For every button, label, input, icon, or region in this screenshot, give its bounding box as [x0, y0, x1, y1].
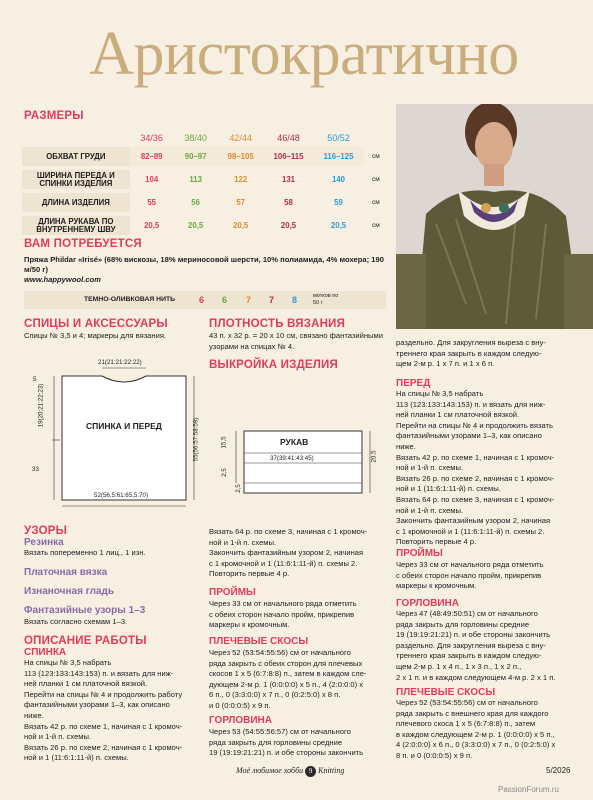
dim-right: 55(56:57:58:59)	[192, 417, 200, 462]
size-value: 20,5	[280, 221, 297, 230]
body-schema	[24, 358, 208, 513]
neck-text: Через 53 (54:55:56:57) см от начального ряда закрыть для горловины средние 19 (19:19:21:21) п. и обе стороны закончить	[209, 727, 364, 758]
size-value: 20,5	[144, 221, 160, 230]
skein-unit: мотков по 50 г	[313, 293, 339, 306]
gauge-heading: ПЛОТНОСТЬ ВЯЗАНИЯ	[209, 318, 346, 330]
sleeve-dim-left-small: 2,5	[234, 484, 242, 493]
size-value: 90–97	[174, 147, 218, 166]
row-label: ДЛИНА РУКАВА ПО ВНУТРЕННЕМУ ШВУ	[22, 216, 130, 235]
dim-left-bottom: 33	[32, 466, 39, 473]
page-title: Аристократично	[89, 20, 519, 88]
col3-top-text: раздельно. Для закругления выреза с вну- треннего края закрыть в каждом следую- щем 2-м р. 1 х 7 п. и 1 х 6 п.	[396, 338, 546, 369]
model-photo	[396, 104, 593, 329]
size-value: 104	[145, 175, 159, 184]
sleeve-dim-bottom: 37(39:41:43:45)	[270, 455, 314, 462]
size-col: 34/36	[140, 132, 163, 143]
garter-title: Платочная вязка	[24, 567, 108, 578]
gauge-text: 43 п. х 32 р. = 20 х 10 см, связано фантазийными узорами на спицах № 4.	[209, 331, 383, 351]
size-value: 116–125	[313, 147, 364, 166]
yarn-text: Пряжа Phildar «Irisé» (68% вискозы, 18% мериносовой шерсти, 10% полиамида, 4% мохера; 190 м/50 г)	[24, 255, 384, 274]
sleeve-schema	[212, 425, 388, 505]
f-shoulder-text: Через 52 (53:54:55:56) см от начального ряда закрыть с внешнего края для каждого плечевого скоса 1 х 5 (6:7:8:8) п., затем в каждом следующем 2-м р. 1 (0:0:0:0) х 5 п., 4 (2:0:0:0) х 6 п., 0 (3:3:0:0) х 7 п., 0 (0:2:5:0) х 8 п. и 0 (0:0:0:5) х 9 п.	[396, 698, 556, 760]
dim-top: 21(21:21:22:22)	[98, 359, 142, 366]
shoulder-title: ПЛЕЧЕВЫЕ СКОСЫ	[209, 636, 309, 647]
size-value: 131	[281, 175, 295, 184]
color-label: ТЕМНО-ОЛИВКОВАЯ НИТЬ	[84, 296, 176, 303]
size-col: 46/48	[277, 132, 300, 143]
body-label: СПИНКА И ПЕРЕД	[86, 421, 162, 431]
size-value: 122	[234, 175, 248, 184]
yarn-color-row	[24, 291, 386, 309]
armhole-title: ПРОЙМЫ	[209, 587, 256, 598]
skein-count: 8	[292, 295, 298, 305]
size-col: 38/40	[184, 132, 207, 143]
needles-text: Спицы № 3,5 и 4; маркеры для вязания.	[24, 331, 167, 340]
size-value: 82–89	[130, 147, 174, 166]
skein-count: 6	[199, 295, 205, 305]
front-title: ПЕРЕД	[396, 378, 431, 389]
row-label: ДЛИНА ИЗДЕЛИЯ	[22, 193, 130, 212]
unit: см	[372, 176, 380, 183]
f-neck-title: ГОРЛОВИНА	[396, 598, 460, 609]
size-value: 98–105	[218, 147, 264, 166]
sleeve-dim-right: 20,5	[370, 450, 378, 463]
size-value: 56	[191, 198, 200, 207]
front-text: На спицы № 3,5 набрать 113 (123:133:143:153) п. и вязать для ниж- ней планки 1 см платочной вязкой. Перейти на спицы № 4 и продолжить вязать фантазийными узорами 1–3, как описано ниже. Вязать 42 р. по схеме 1, начиная с 1 кромоч- ной и 1-й п. схемы. Вязать 26 р. по схеме 2, начиная с 1 кромоч- ной и 1 (11:6:1:11-й) п. схемы. Вязать 64 р. по схеме 3, начиная с 1 кромоч- ной и 1-й п. схемы. Закончить фантазийным узором 2, начиная с 1 кромочной и 1 (11:6:1:11-й) п. схемы 2. Повторить первые 4 р.	[396, 389, 555, 547]
dim-bottom: 52(56,5:61:65,5:70)	[94, 492, 149, 499]
unit: см	[372, 199, 380, 206]
size-col: 50/52	[327, 132, 350, 143]
rib-title: Резинка	[24, 537, 64, 548]
size-col: 42/44	[229, 132, 252, 143]
f-shoulder-title: ПЛЕЧЕВЫЕ СКОСЫ	[396, 687, 496, 698]
watermark: PassionForum.ru	[498, 785, 559, 794]
back-text: На спицы № 3,5 набрать 113 (123:133:143:153) п. и вязать для ниж- ней планки 1 см платочной вязкой. Перейти на спицы № 4 и продолжить работу фантазийными узорами 1–3, как описано ниже. Вязать 42 р. по схеме 1, начиная с 1 кромоч- ной и 1-й п. схемы. Вязать 26 р. по схеме 2, начиная с 1 кромоч- ной и 1 (11:6:1:11-й) п. схемы.	[24, 658, 183, 763]
sizes-table	[22, 128, 388, 235]
stockinette-title: Изнаночная гладь	[24, 586, 115, 597]
row-label: ШИРИНА ПЕРЕДА И СПИНКИ ИЗДЕЛИЯ	[22, 170, 130, 189]
work-heading: ОПИСАНИЕ РАБОТЫ	[24, 635, 147, 647]
skein-count: 7	[269, 295, 275, 305]
size-value: 20,5	[330, 221, 347, 230]
fancy-text: Вязать согласно схемам 1–3.	[24, 617, 128, 626]
materials-heading: ВАМ ПОТРЕБУЕТСЯ	[24, 238, 142, 250]
size-value: 140	[331, 175, 345, 184]
pattern-heading: ВЫКРОЙКА ИЗДЕЛИЯ	[209, 359, 338, 371]
needles-heading: СПИЦЫ И АКСЕССУАРЫ	[24, 318, 168, 330]
issue: 5/2026	[546, 766, 571, 775]
size-value: 106–115	[264, 147, 313, 166]
f-armhole-title: ПРОЙМЫ	[396, 548, 443, 559]
rib-text: Вязать попеременно 1 лиц., 1 изн.	[24, 548, 146, 557]
unit: см	[372, 153, 380, 160]
sleeve-dim-left-top: 15,5	[220, 436, 228, 449]
row-label: ОБХВАТ ГРУДИ	[22, 147, 130, 166]
sizes-heading: РАЗМЕРЫ	[24, 110, 84, 122]
footer-magazine: Моё любимое хобби 9 Knitting	[236, 766, 345, 775]
size-value: 57	[236, 198, 246, 207]
size-value: 113	[189, 175, 202, 184]
size-value: 20,5	[233, 221, 249, 230]
sleeve-label: РУКАВ	[280, 437, 309, 447]
dim-left-top: 5	[33, 376, 37, 383]
f-neck-text: Через 47 (48:49:50:51) см от начального ряда закрыть для горловины средние 19 (19:19:21:21) п. и обе стороны закончить раздельно. Для закругления выреза с вну- треннего края закрыть в каждом следую- щем 2-м р. 1 х 4 п., 1 х 3 п., 1 х 2 п., 2 х 1 п. и в каждом следующем 4-м р. 2 х 1 п.	[396, 609, 556, 682]
sleeve-dim-left-bottom: 2,5	[220, 468, 228, 477]
size-value: 55	[147, 198, 157, 207]
size-value: 20,5	[188, 221, 204, 230]
shoulder-text: Через 52 (53:54:55:56) см от начального ряда закрыть с обеих сторон для плечевых скосов 1 х 5 (6:7:8:8) п., затем в каждом сле- дующем 2-м р. 1 (0:0:0:0) х 5 п., 4 (2:0:0:0) х 6 п., 0 (3:3:0:0) х 7 п., 0 (0:2:5:0) х 8 п. и 0 (0:0:0:5) х 9 п.	[209, 648, 367, 710]
fancy-title: Фантазийные узоры 1–3	[24, 605, 146, 616]
patterns-heading: УЗОРЫ	[24, 525, 68, 537]
f-armhole-text: Через 33 см от начального ряда отметить с обеих сторон начало пройм, прикрепив маркеры к кромочным.	[396, 560, 544, 591]
skein-count: 7	[246, 295, 252, 305]
neck-title: ГОРЛОВИНА	[209, 715, 273, 726]
skein-count: 6	[222, 295, 228, 305]
back-title: СПИНКА	[24, 647, 67, 658]
size-value: 58	[284, 198, 293, 207]
dim-left-mid: 19(20:21:22:23)	[37, 383, 45, 428]
armhole-text: Через 33 см от начального ряда отметить с обеих сторон начало пройм, прикрепив маркеры к кромочным.	[209, 599, 357, 630]
page-number: 9	[305, 766, 316, 777]
yarn-info	[24, 255, 386, 285]
unit: см	[372, 222, 380, 229]
col2-text: Вязать 64 р. по схеме 3, начиная с 1 кромоч- ной и 1-й п. схемы. Закончить фантазийным узором 2, начиная с 1 кромочной и 1 (11:6:1:11-й) п. схемы 2. Повторить первые 4 р.	[209, 527, 368, 579]
yarn-url: www.happywool.com	[24, 275, 101, 284]
size-value: 59	[334, 198, 343, 207]
